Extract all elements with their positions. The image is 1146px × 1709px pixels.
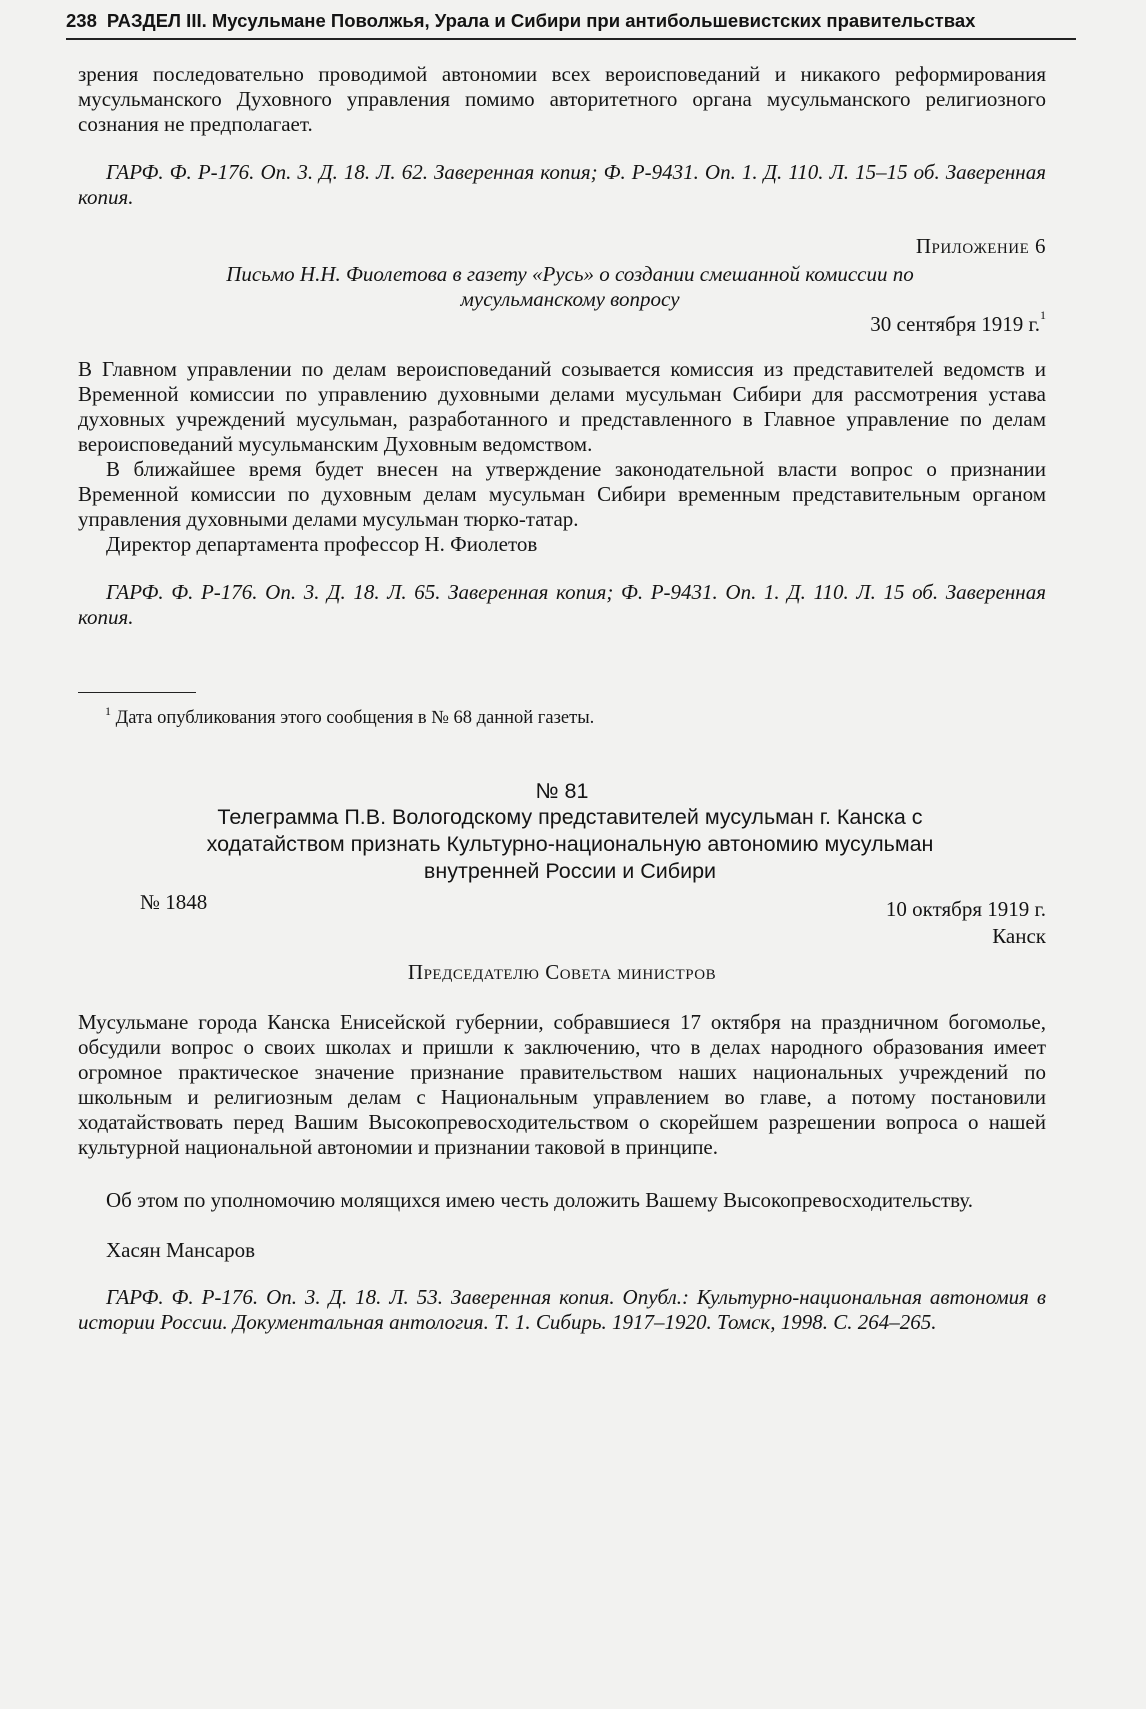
document-date: 10 октября 1919 г. bbox=[885, 897, 1046, 921]
archive-source-1: ГАРФ. Ф. Р-176. Оп. 3. Д. 18. Л. 62. Заверенная копия; Ф. Р-9431. Оп. 1. Д. 110. Л. 15–15 об. Заверенная копия. bbox=[78, 160, 1046, 209]
document-title: Телеграмма П.В. Вологодскому представителей мусульман г. Канска с ходатайством признать Культурно-национальную автономию мусульман внутренней России и Сибири bbox=[206, 805, 934, 883]
archive-source-2: ГАРФ. Ф. Р-176. Оп. 3. Д. 18. Л. 65. Заверенная копия; Ф. Р-9431. Оп. 1. Д. 110. Л. 15 об. Заверенная копия. bbox=[78, 580, 1046, 629]
footnote bbox=[105, 704, 595, 729]
footnote-mark: 1 bbox=[105, 704, 111, 718]
appendix-title: Письмо Н.Н. Фиолетова в газету «Русь» о создании смешанной комиссии по мусульманскому вопросу bbox=[226, 262, 914, 311]
footnote-ref: 1 bbox=[1040, 308, 1046, 322]
telegram-number: № 1848 bbox=[140, 890, 208, 914]
document-signature: Хасян Мансаров bbox=[106, 1238, 255, 1262]
appendix-label: Приложение 6 bbox=[915, 234, 1046, 258]
appendix-date-text: 30 сентября 1919 г. bbox=[870, 312, 1040, 336]
appendix-signature: Директор департамента профессор Н. Фиолетов bbox=[106, 532, 538, 556]
footnote-rule bbox=[78, 692, 196, 693]
running-header bbox=[66, 10, 1076, 40]
document-number: № 81 bbox=[535, 779, 589, 803]
footnote-text: Дата опубликования этого сообщения в № 68 данной газеты. bbox=[115, 708, 595, 728]
appendix-paragraph-1: В Главном управлении по делам вероисповеданий созывается комиссия из представителей ведомств и Временной комиссии по управлению духовными делами мусульман Сибири для рассмотрения устава духовных учреждений мусульман, разработанного и представленного в Главное управление по делам вероисповеданий мусульманским Духовным ведомством. bbox=[78, 357, 1046, 456]
archive-source-3: ГАРФ. Ф. Р-176. Оп. 3. Д. 18. Л. 53. Заверенная копия. Опубл.: Культурно-национальная автономия в истории России. Документальная антология. Т. 1. Сибирь. 1917–1920. Томск, 1998. С. 264–265. bbox=[78, 1285, 1046, 1334]
document-paragraph-2: Об этом по уполномочию молящихся имею честь доложить Вашему Высокопревосходительству. bbox=[106, 1188, 973, 1212]
addressee: Председателю Совета министров bbox=[407, 960, 717, 984]
running-title: РАЗДЕЛ III. Мусульмане Поволжья, Урала и Сибири при антибольшевистских правительствах bbox=[106, 10, 976, 31]
document-place: Канск bbox=[992, 924, 1046, 948]
document-paragraph-1: Мусульмане города Канска Енисейской губернии, собравшиеся 17 октября на праздничном богомолье, обсудили вопрос о своих школах и пришли к заключению, что в делах народного образования имеет огромное практическое значение признание правительством наших национальных учреждений по школьным и религиозным делам с Национальным управлением во главе, а потому постановили ходатайствовать перед Вашим Высокопревосходительством о скорейшем разрешении вопроса о нашей культурной национальной автономии и признании таковой в принципе. bbox=[78, 1010, 1046, 1159]
intro-paragraph: зрения последовательно проводимой автономии всех вероисповеданий и никакого реформирования мусульманского Духовного управления помимо авторитетного органа мусульманского религиозного сознания не предполагает. bbox=[78, 62, 1046, 136]
page-number: 238 bbox=[66, 10, 97, 31]
appendix-date bbox=[870, 308, 1046, 337]
appendix-paragraph-2: В ближайшее время будет внесен на утверждение законодательной власти вопрос о признании Временной комиссии по духовным делам мусульман Сибири временным представительным органом управления духовными делами мусульман тюрко-татар. bbox=[78, 457, 1046, 531]
